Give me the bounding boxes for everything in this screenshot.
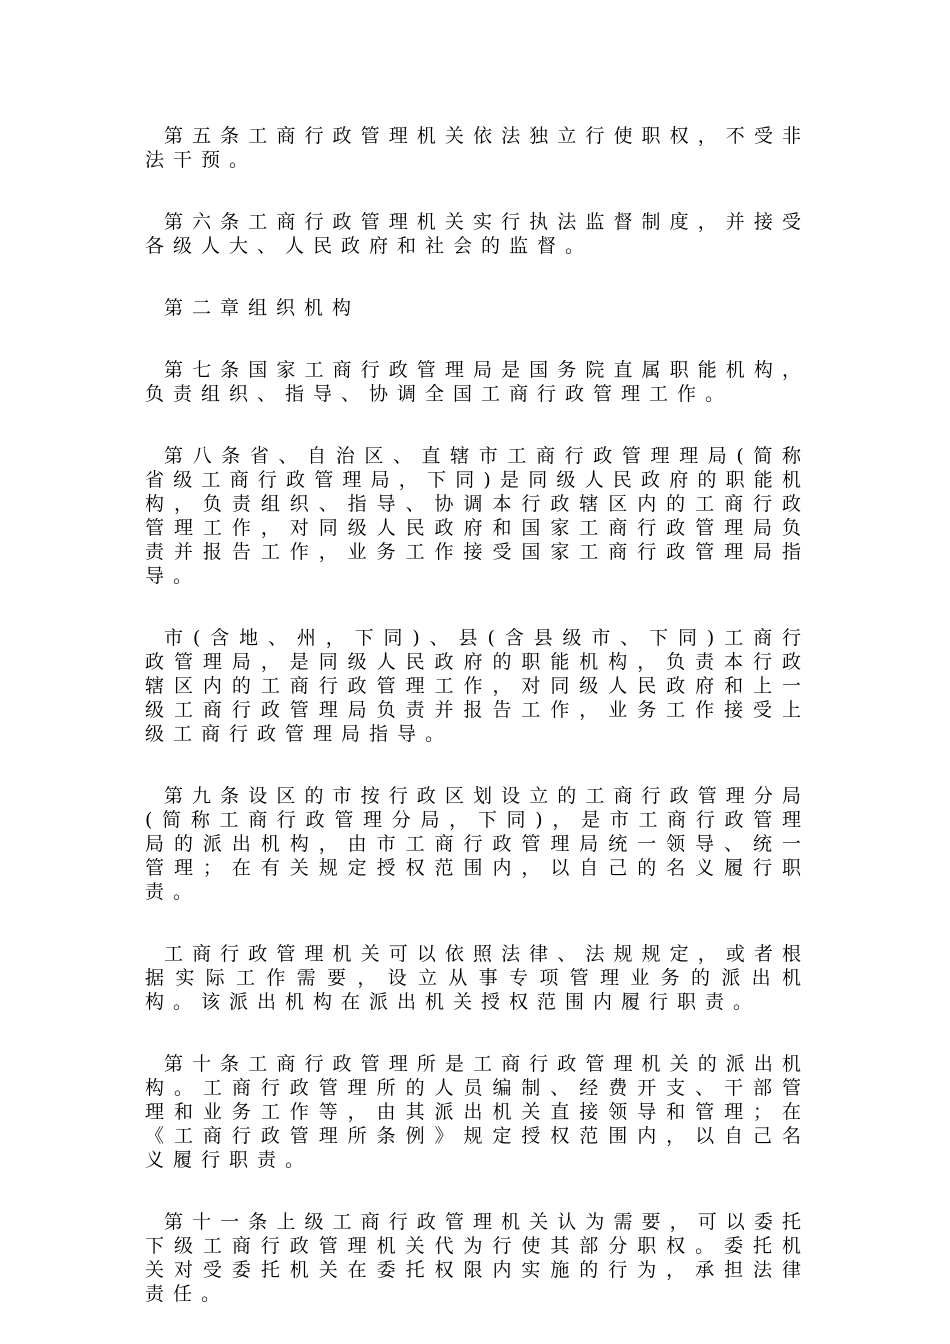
- article-8-paragraph: 第八条省、自治区、直辖市工商行政管理理局(简称省级工商行政管理局，下同)是同级人民政府的职能机构，负责组织、指导、协调本行政辖区内的工商行政管理工作，对同级人民政府和国家工商行政管理局负责并报告工作，业务工作接受国家工商行政管理局指导。: [145, 445, 810, 587]
- article-6-paragraph: 第六条工商行政管理机关实行执法监督制度，并接受各级人大、人民政府和社会的监督。: [145, 211, 810, 257]
- chapter-2-heading: 第二章组织机构: [164, 297, 361, 319]
- article-11-paragraph: 第十一条上级工商行政管理机关认为需要，可以委托下级工商行政管理机关代为行使其部分职权。委托机关对受委托机关在委托权限内实施的行为，承担法律责任。: [145, 1211, 810, 1305]
- article-10-paragraph: 第十条工商行政管理所是工商行政管理机关的派出机构。工商行政管理所的人员编制、经费开支、干部管理和业务工作等，由其派出机关直接领导和管理；在《工商行政管理所条例》规定授权范围内，以自己名义履行职责。: [145, 1053, 810, 1171]
- article-8-continuation-paragraph: 市(含地、州，下同)、县(含县级市、下同)工商行政管理局，是同级人民政府的职能机构，负责本行政辖区内的工商行政管理工作，对同级人民政府和上一级工商行政管理局负责并报告工作，业务工作接受上级工商行政管理局指导。: [145, 627, 810, 745]
- document-body: [145, 124, 810, 1344]
- article-5-paragraph: 第五条工商行政管理机关依法独立行使职权，不受非法干预。: [145, 125, 810, 171]
- article-9-continuation-paragraph: 工商行政管理机关可以依照法律、法规规定，或者根据实际工作需要，设立从事专项管理业务的派出机构。该派出机构在派出机关授权范围内履行职责。: [145, 943, 810, 1013]
- article-9-paragraph: 第九条设区的市按行政区划设立的工商行政管理分局(简称工商行政管理分局，下同)，是市工商行政管理局的派出机构，由市工商行政管理局统一领导、统一管理；在有关规定授权范围内，以自己的名义履行职责。: [145, 785, 810, 903]
- article-7-paragraph: 第七条国家工商行政管理局是国务院直属职能机构，负责组织、指导、协调全国工商行政管理工作。: [145, 359, 810, 405]
